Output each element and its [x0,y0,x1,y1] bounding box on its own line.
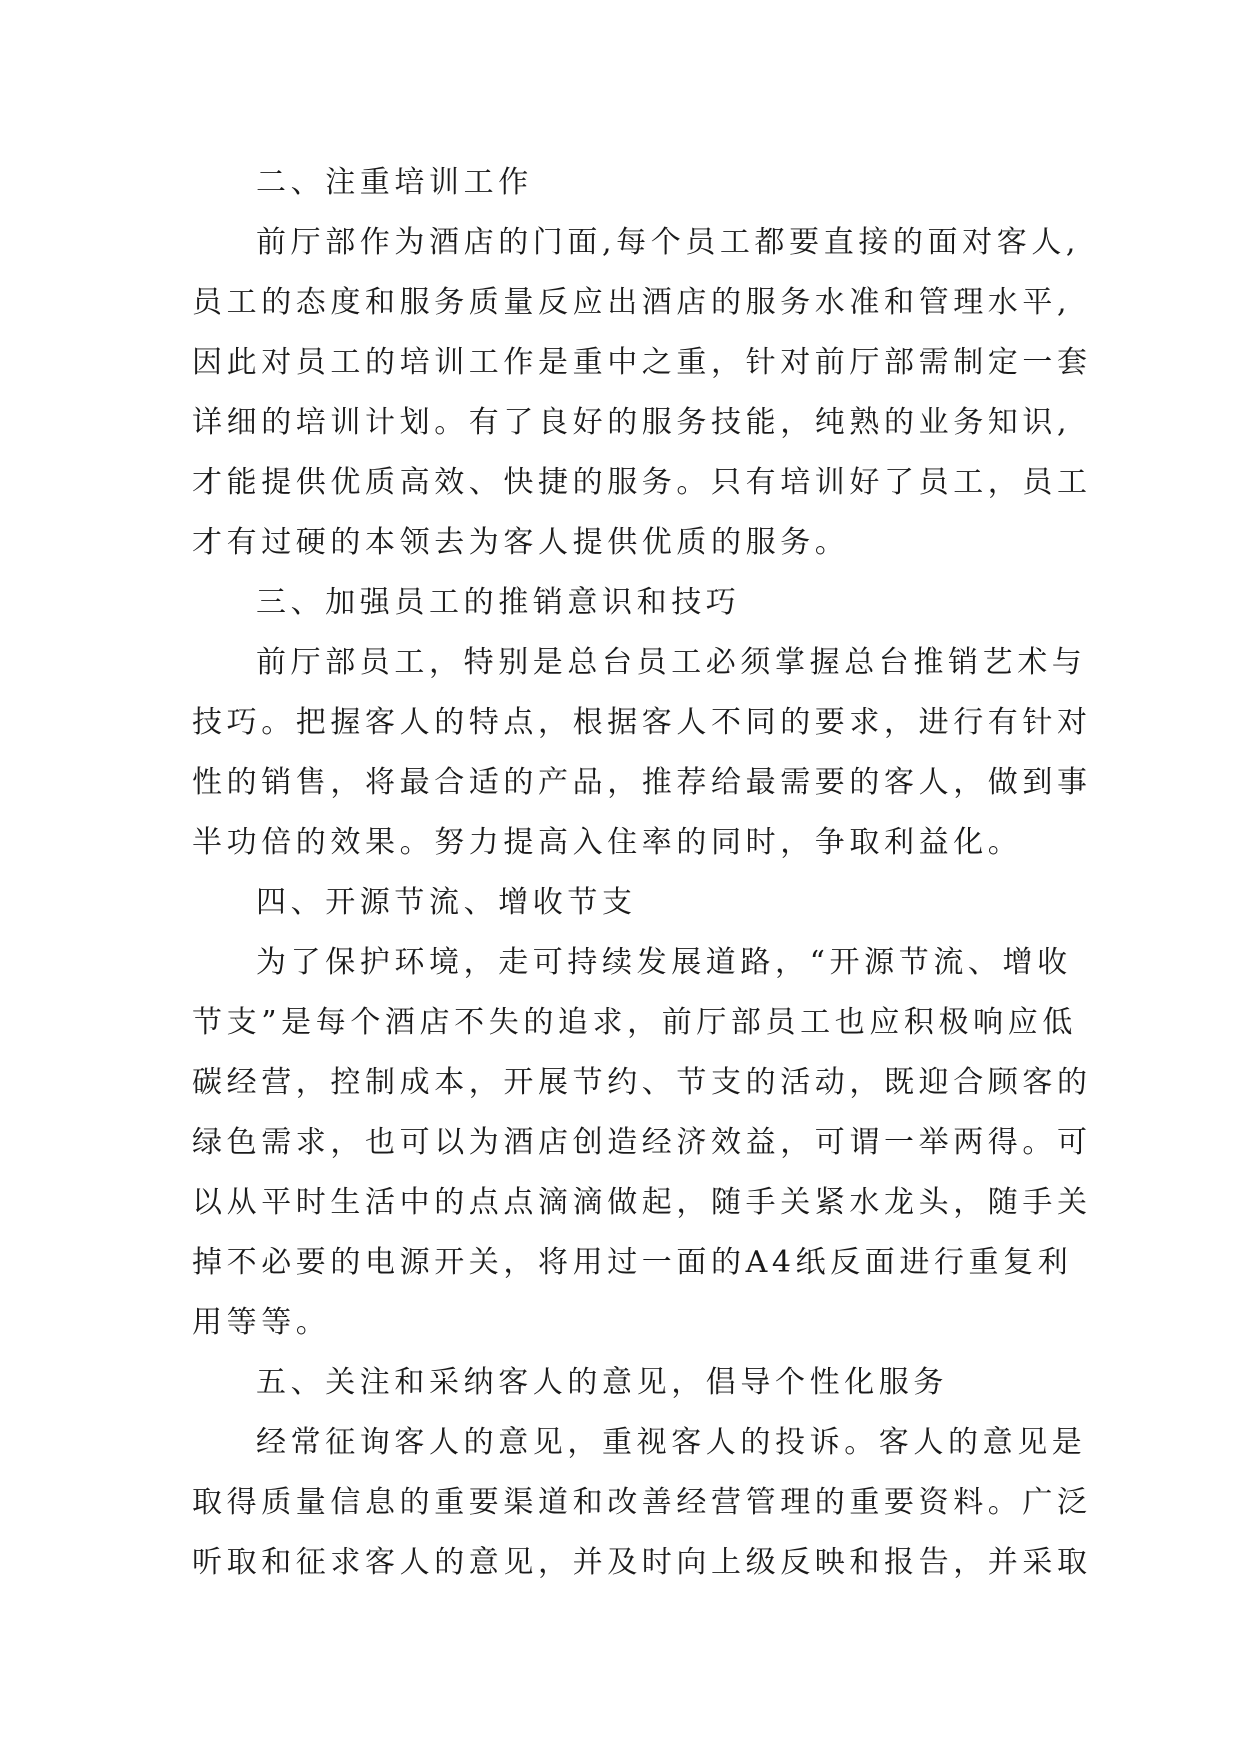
section-heading-5: 五、关注和采纳客人的意见，倡导个性化服务 [256,1365,948,1400]
paragraph-line: 以从平时生活中的点点滴滴做起，随手关紧水龙头，随手关 [192,1185,1092,1220]
paragraph-line: 才有过硬的本领去为客人提供优质的服务。 [192,525,850,560]
paragraph-line: 经常征询客人的意见，重视客人的投诉。客人的意见是 [256,1425,1087,1460]
paragraph-line: 半功倍的效果。努力提高入住率的同时，争取利益化。 [192,825,1023,860]
paragraph-line: 性的销售，将最合适的产品，推荐给最需要的客人，做到事 [192,765,1092,800]
paragraph-line: 员工的态度和服务质量反应出酒店的服务水准和管理水平, [192,285,1072,320]
paragraph-line: 掉不必要的电源开关，将用过一面的A4纸反面进行重复利 [192,1245,1073,1280]
paragraph-line: 取得质量信息的重要渠道和改善经营管理的重要资料。广泛 [192,1485,1092,1520]
paragraph-line: 技巧。把握客人的特点，根据客人不同的要求，进行有针对 [192,705,1092,740]
section-heading-3: 三、加强员工的推销意识和技巧 [256,585,741,620]
paragraph-line: 前厅部作为酒店的门面,每个员工都要直接的面对客人, [256,225,1081,260]
section-heading-2: 二、注重培训工作 [256,165,533,200]
paragraph-line: 才能提供优质高效、快捷的服务。只有培训好了员工，员工 [192,465,1092,500]
paragraph-line: 节支”是每个酒店不失的追求，前厅部员工也应积极响应低 [192,1005,1077,1040]
section-heading-4: 四、开源节流、增收节支 [256,885,637,920]
paragraph-line: 绿色需求，也可以为酒店创造经济效益，可谓一举两得。可 [192,1125,1092,1160]
paragraph-line: 详细的培训计划。有了良好的服务技能，纯熟的业务知识, [192,405,1072,440]
paragraph-line: 前厅部员工，特别是总台员工必须掌握总台推销艺术与 [256,645,1087,680]
paragraph-line: 听取和征求客人的意见，并及时向上级反映和报告，并采取 [192,1545,1092,1580]
paragraph-line: 用等等。 [192,1305,331,1340]
paragraph-line: 因此对员工的培训工作是重中之重，针对前厅部需制定一套 [192,345,1092,380]
paragraph-line: 为了保护环境，走可持续发展道路，“开源节流、增收 [256,945,1072,980]
paragraph-line: 碳经营，控制成本，开展节约、节支的活动，既迎合顾客的 [192,1065,1092,1100]
